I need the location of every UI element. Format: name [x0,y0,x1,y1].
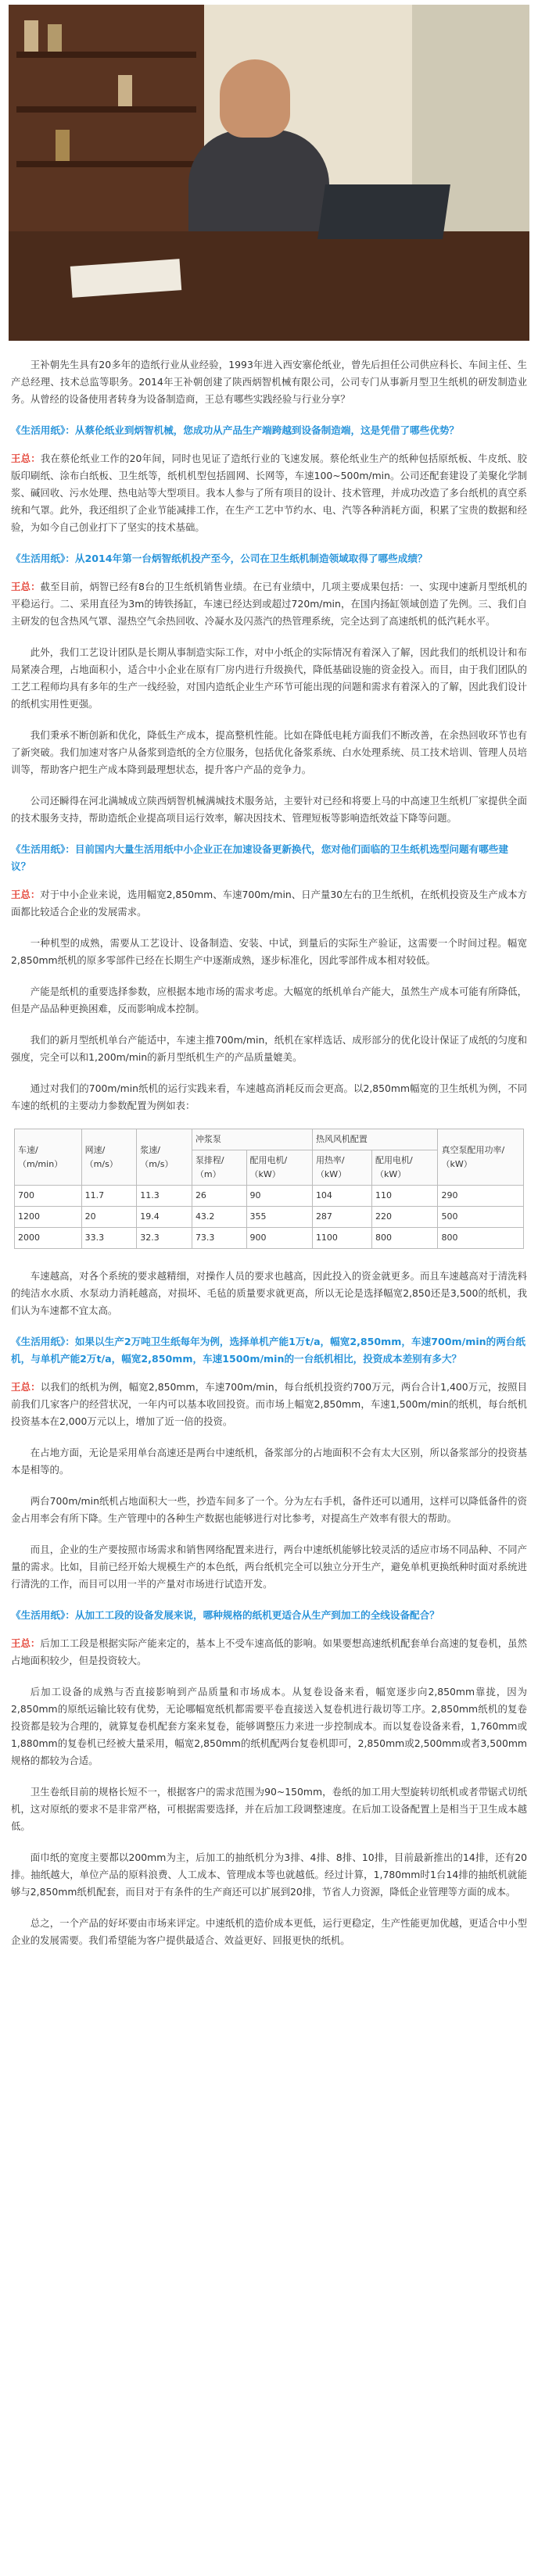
paragraph: 公司还瞬得在河北满城成立陕西炳智机械满城技术服务站，主要针对已经和将要上马的中高速卫生纸机厂家提供全面的技术服务支持，帮助造纸企业提高项目运行效率，解决因技术、管理短板等影响造纸效益下降等问题。 [11,795,527,824]
answer-text: 对于中小企业来说，选用幅宽2,850mm、车速700m/min、日产量30左右的卫生纸机，在纸机投资及生产成本方面都比较适合企业的发展需求。 [11,889,528,918]
table-header-cell: 配用电机/（kW） [372,1150,438,1186]
table-cell: 2000 [15,1228,82,1249]
table-cell: 32.3 [137,1228,192,1249]
table-cell: 220 [372,1207,438,1228]
table-cell: 900 [246,1228,312,1249]
paragraph: 在占地方面，无论是采用单台高速还是两台中速纸机，备浆部分的占地面积不会有太大区别，所以备浆部分的投资基本是相等的。 [11,1447,527,1476]
speaker-label: 王总： [11,1381,41,1393]
table-row [15,1228,524,1249]
table-cell: 43.2 [192,1207,246,1228]
table-cell: 500 [438,1207,524,1228]
paragraph: 后加工设备的成熟与否直接影响到产品质量和市场成本。从复卷设备来看，幅宽逐步向2,850mm靠拢，因为2,850mm的原纸运输比较有优势，无论哪幅宽纸机都需要平卷直接送入复卷机进行裁切等工序。2,850mm纸机的复卷投资都是较为合理的，就算复卷机配套方案来复卷，能够调整压力来进一步控制成本。而以复卷设备来看，1,760mm或1,880mm的复卷机已经被大量采用，幅宽2,850mm的纸机配两台复卷机即可，2,850mm或2,500mm或者3,500mm规格的都较为合适。 [11,1686,527,1766]
table-header-cell: 配用电机/（kW） [246,1150,312,1186]
table-cell: 800 [438,1228,524,1249]
table-cell: 1100 [312,1228,371,1249]
speaker-label: 王总： [11,889,41,900]
paragraph: 卫生卷纸目前的规格长短不一，根据客户的需求范围为90~150mm，卷纸的加工用大型旋转切纸机或者带锯式切纸机，这对原纸的要求不是非常严格，可根据需要选择，并在后加工段调整速度。在后加工设备配置上是相当于卫生成本越低。 [11,1786,527,1832]
paragraph: 我们秉承不断创新和优化，降低生产成本，提高整机性能。比如在降低电耗方面我们不断改善，在余热回收环节也有了新突破。我们加速对客户从备浆到造纸的全方位服务，包括优化备浆系统、白水处理系统、员工技术培训、管理人员培训等，帮助客户把生产成本降到最理想状态，提升客户产品的竞争力。 [11,729,527,775]
paragraph: 面巾纸的宽度主要都以200mm为主，后加工的抽纸机分为3排、4排、8排、10排，目前最新推出的14排，还有20排。抽纸越大，单位产品的原料浪费、人工成本、管理成本等也就越低。经过计算，1,780mm时1台14排的抽纸机就能够与2,850mm纸机配套，而目对于有条件的生产商还可以扩展到20排，节省人力资源，降低企业管理等方面的成本。 [11,1852,527,1898]
question-5: 《生活用纸》：从加工工段的设备发展来说，哪种规格的纸机更适合从生产到加工的全线设备配合？ [11,1609,439,1621]
answer-3 [11,886,527,921]
person-head [220,59,290,138]
paragraph: 我们的新月型纸机单台产能适中，车速主推700m/min，纸机在家样选话、成形部分的优化设计保证了成纸的匀度和强度，完全可以和1,200m/min的新月型纸机生产的产品质量媲美。 [11,1034,527,1063]
table-cell: 33.3 [81,1228,137,1249]
laptop [317,184,450,239]
question-4: 《生活用纸》：如果以生产2万吨卫生纸每年为例，选择单机产能1万t/a，幅宽2,850mm，车速700m/min的两台纸机，与单机产能2万t/a，幅宽2,850mm，车速1500m/min的一台纸机相比，投资成本差别有多大？ [11,1336,525,1365]
parameter-table [14,1129,524,1249]
answer-text: 后加工工段是根据实际产能来定的，基本上不受车速高低的影响。如果要想高速纸机配套单台高速的复卷机，虽然占地面积较少，但是投资较大。 [11,1637,528,1666]
table-cell: 20 [81,1207,137,1228]
paragraph: 两台700m/min纸机占地面积大一些，抄造车间多了一个。分为左右手机，备件还可以通用，这样可以降低备件的资金占用率会有所下降。生产管理中的各种生产数据也能够进行对比参考，对提高生产效率有很大的帮助。 [11,1495,527,1524]
table-cell: 73.3 [192,1228,246,1249]
answer-text: 我在蔡伦纸业工作的20年间，同时也见证了造纸行业的飞速发展。蔡伦纸业生产的纸种包括原纸板、牛皮纸、胶版印刷纸、涂布白纸板、卫生纸等，纸机机型包括圆网、长网等，车速100~500m/min。公司还配套建设了美聚化学制浆、碱回收、污水处理、热电站等大型项目。我本人参与了所有项目的设计、技术管理，并成功改造了多台纸机的真空系统和气罩。此外，我还组织了企业节能减排工作，在生产工艺中节约水、电、汽等各种消耗方面，积累了宝贵的数据和经验，为如今自己创业打下了坚实的技术基础。 [11,453,527,533]
answer-1 [11,450,527,536]
table-cell: 110 [372,1186,438,1207]
answer-text: 截至目前，炳智已经有8台的卫生纸机销售业绩。在已有业绩中，几项主要成果包括：一、实现中速新月型纸机的平稳运行。二、采用直径为3m的铸铁扬缸，车速已经达到或超过720m/min，在国内扬缸领域创造了先例。三、我们自主研发的包含热风气罩、湿热空气余热回收、冷凝水及闪蒸汽的热管理系统，完全达到了高速纸机的低汽耗水平。 [11,581,527,627]
table-header-cell: 冲浆泵 [192,1129,312,1150]
table-cell: 11.3 [137,1186,192,1207]
table-cell: 19.4 [137,1207,192,1228]
table-header-cell: 网速/（m/s） [81,1129,137,1186]
table-cell: 26 [192,1186,246,1207]
answer-2 [11,578,527,630]
table-header-cell: 泵排程/（m） [192,1150,246,1186]
intro-paragraph: 王补朝先生具有20多年的造纸行业从业经验，1993年进入西安寨伦纸业，曾先后担任公司供应科长、车间主任、生产总经理、技术总监等职务。2014年王补朝创建了陕西炳智机械有限公司，公司专门从事新月型卫生纸机的研发制造业务。从曾经的设备使用者转身为设备制造商，王总有哪些实践经验与行业分享？ [11,359,527,405]
question-3: 《生活用纸》：目前国内大量生活用纸中小企业正在加速设备更新换代，您对他们面临的卫生纸机选型问题有哪些建议？ [11,843,508,872]
paragraph: 此外，我们工艺设计团队是长期从事制造实际工作，对中小纸企的实际情况有着深入了解，因此我们的纸机设计和布局紧凑合理，占地面积小，适合中小企业在原有厂房内进行升级换代，降低基础设施的资金投入。而目，由于我们团队的工艺工程师均具有多年的生产一线经验，对国内造纸企业生产环节可能出现的问题和需求有着深入的了解，因此我们设计的纸机实用性更强。 [11,646,527,710]
paragraph: 一种机型的成熟，需要从工艺设计、设备制造、安装、中试，到量后的实际生产验证，这需要一个时间过程。幅宽2,850mm纸机的原多零部件已经在长期生产中逐渐成熟，逐步标准化，因此零部件成本相对较低。 [11,937,527,966]
question-2: 《生活用纸》：从2014年第一台炳智纸机投产至今，公司在卫生纸机制造领域取得了哪些成绩？ [11,553,428,564]
speaker-label: 王总： [11,1637,41,1649]
table-header-cell: 车速/（m/min） [15,1129,82,1186]
table-cell: 1200 [15,1207,82,1228]
bookshelf [9,5,204,239]
paragraph: 而且，企业的生产要按照市场需求和销售网络配置来进行，两台中速纸机能够比较灵活的适应市场不同品种、不同产量的需求。比如，目前已经开始大规模生产的本色纸，两台纸机完全可以独立分开生产，避免单机更换纸种时面对系统进行清洗的工作，而目可以用一半的产量对市场进行试造开发。 [11,1544,527,1590]
speaker-label: 王总： [11,581,41,592]
table-row [15,1207,524,1228]
person-body [188,130,329,247]
table-header-cell: 浆速/（m/s） [137,1129,192,1186]
paragraph: 产能是纸机的重要选择参数，应根据本地市场的需求考虑。大幅宽的纸机单台产能大，虽然生产成本可能有所降低，但是产品品种更换困难，反而影响成本控制。 [11,986,527,1014]
paragraph: 通过对我们的700m/min纸机的运行实践来看，车速越高消耗反而会更高。以2,850mm幅宽的卫生纸机为例，不同车速的纸机的主要动力参数配置为例如表： [11,1082,527,1111]
table-cell: 287 [312,1207,371,1228]
table-cell: 700 [15,1186,82,1207]
table-row [15,1186,524,1207]
answer-5 [11,1635,527,1669]
interview-photo [9,5,529,341]
paragraph: 总之，一个产品的好坏要由市场来评定。中速纸机的造价成本更低，运行更稳定，生产性能更加优越，更适合中小型企业的发展需要。我们希望能为客户提供最适合、效益更好、回报更快的纸机。 [11,1917,527,1946]
answer-text: 以我们的纸机为例，幅宽2,850mm，车速700m/min，每台纸机投资约700万元，两台合计1,400万元，按照目前我们几家客户的经营状况，一年内可以基本收回投资。而市场上幅宽2,850mm，车速1,500m/min的纸机，每台纸机投资基本在2,000万元以上，增加了近一倍的投资。 [11,1381,528,1427]
table-cell: 11.7 [81,1186,137,1207]
table-cell: 355 [246,1207,312,1228]
table-header-row [15,1129,524,1150]
table-cell: 90 [246,1186,312,1207]
table-cell: 290 [438,1186,524,1207]
table-header-cell: 真空泵配用功率/（kW） [438,1129,524,1186]
paragraph: 车速越高，对各个系统的要求越精细，对操作人员的要求也越高，因此投入的资金就更多。而且车速越高对于清洗料的纯洁水水质、水泵动力消耗越高，对损坏、毛毡的质量要求就更高，所以无论是选择幅宽2,850还是3,500的纸机，我们认为车速都不宜太高。 [11,1270,527,1316]
table-header-cell: 热风风机配置 [312,1129,438,1150]
question-1: 《生活用纸》：从蔡伦纸业到炳智机械，您成功从产品生产端跨越到设备制造端，这是凭借了哪些优势？ [11,424,460,436]
table-cell: 800 [372,1228,438,1249]
answer-4 [11,1379,527,1430]
table-cell: 104 [312,1186,371,1207]
table-header-cell: 用热率/（kW） [312,1150,371,1186]
speaker-label: 王总： [11,453,41,464]
